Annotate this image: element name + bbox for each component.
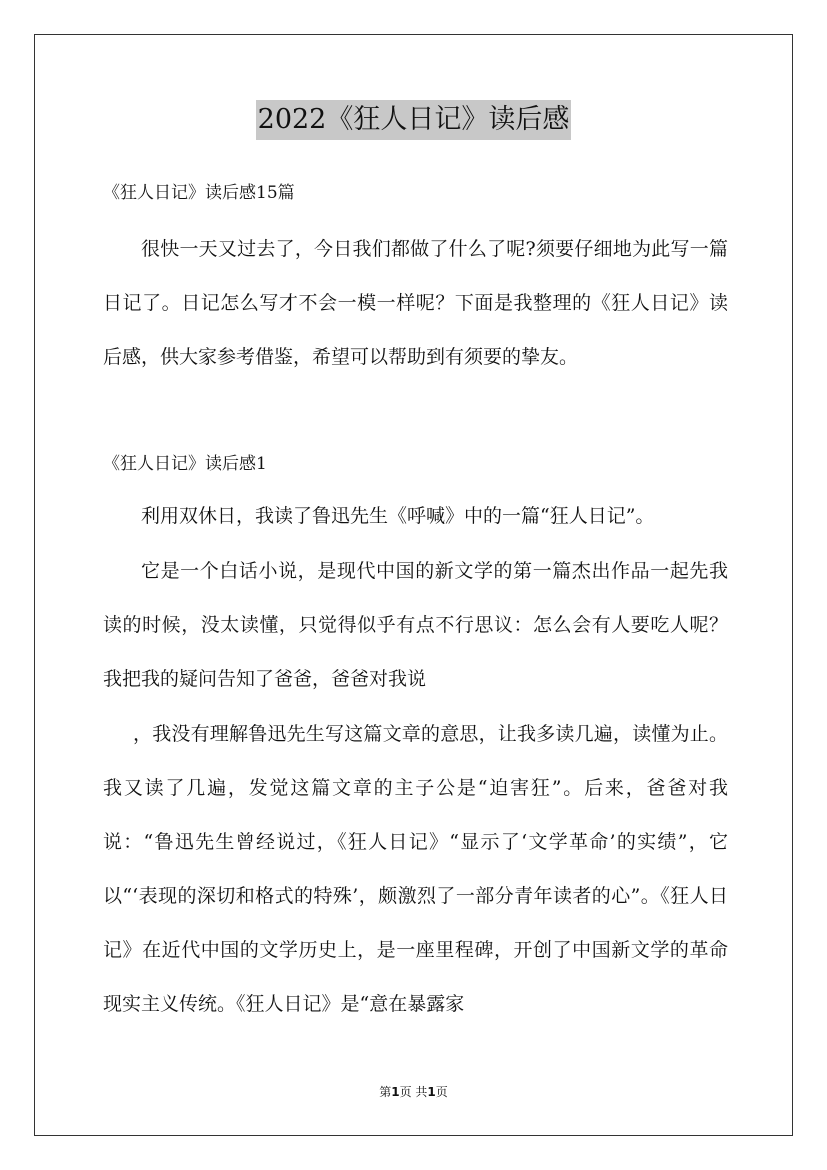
document-title: 2022《狂人日记》读后感 [256, 100, 572, 140]
page-footer [0, 1083, 827, 1101]
title-container [0, 100, 827, 140]
body-paragraph-3: ，我没有理解鲁迅先生写这篇文章的意思，让我多读几遍，读懂为止。我又读了几遍，发觉这篇文章的主子公是“迫害狂”。后来，爸爸对我说：“鲁迅先生曾经说过，《狂人日记》“显示了‘文学革命’的实绩”，它以“‘表现的深切和格式的特殊’，颇激烈了一部分青年读者的心”。《狂人日记》在近代中国的文学历史上，是一座里程碑，开创了中国新文学的革命现实主义传统。《狂人日记》是“意在暴露家 [103, 723, 728, 1015]
footer-page-total: 1 [427, 1085, 436, 1099]
footer-page-suffix: 页 [435, 1085, 448, 1099]
footer-page-prefix: 第 [379, 1085, 392, 1099]
footer-page-mid: 页 共 [399, 1085, 428, 1099]
section-heading: 《狂人日记》读后感1 [103, 454, 267, 474]
footer-page-current: 1 [391, 1085, 400, 1099]
body-paragraph-1: 利用双休日，我读了鲁迅先生《呼喊》中的一篇“狂人日记”。 [141, 505, 655, 527]
document-subtitle: 《狂人日记》读后感15篇 [103, 183, 295, 203]
body-paragraph-2: 它是一个白话小说，是现代中国的新文学的第一篇杰出作品一起先我读的时候，没太读懂，只觉得似乎有点不行思议：怎么会有人要吃人呢？我把我的疑问告知了爸爸，爸爸对我说 [103, 560, 728, 690]
intro-paragraph: 很快一天又过去了，今日我们都做了什么了呢?须要仔细地为此写一篇日记了。日记怎么写才不会一模一样呢？下面是我整理的《狂人日记》读后感，供大家参考借鉴，希望可以帮助到有须要的挚友。 [103, 238, 728, 368]
